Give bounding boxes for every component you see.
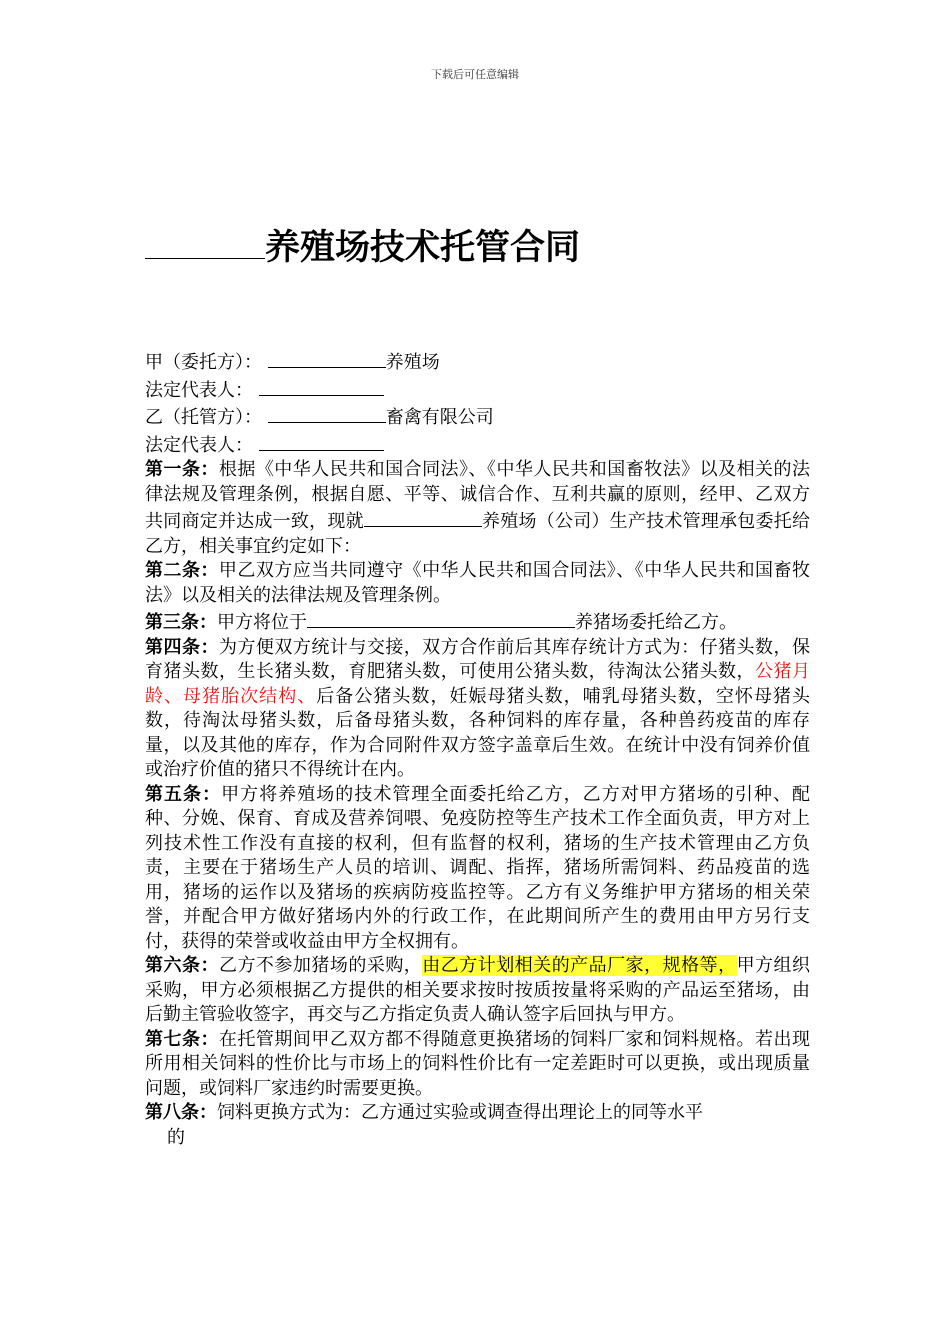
party-b-suffix: 畜禽有限公司	[385, 407, 494, 428]
clause-text: 养猪场委托给乙方。	[575, 612, 737, 633]
clause-text: 甲乙双方应当共同遵守《中华人民共和国合同法》、《中华人民共和国畜牧法》以及相关的法律法规及管理条例。	[145, 560, 810, 606]
party-a-suffix: 养殖场	[385, 352, 440, 373]
clause-3	[145, 608, 810, 636]
clause-6	[145, 954, 810, 1028]
clause-text: 甲方将养殖场的技术管理全面委托给乙方，乙方对甲方猪场的引种、配种、分娩、保育、育成及营养饲喂、免疫防控等生产技术工作全面负责，甲方对上列技术性工作没有直接的权利，但有监督的权利，猪场的生产技术管理由乙方负责，主要在于猪场生产人员的培训、调配、指挥，猪场所需饲料、药品疫苗的选用，猪场的运作以及猪场的疾病防疫监控等。乙方有义务维护甲方猪场的相关荣誉，并配合甲方做好猪场内外的行政工作，在此期间所产生的费用由甲方另行支付，获得的荣誉或收益由甲方全权拥有。	[145, 783, 811, 952]
clause-label: 第七条：	[145, 1028, 219, 1050]
party-b-blank	[268, 403, 386, 423]
clause-label: 第一条：	[145, 459, 219, 480]
clause-5	[145, 783, 810, 955]
legal-rep-label: 法定代表人：	[145, 434, 253, 456]
party-a-line	[145, 348, 810, 376]
clause-label: 第二条：	[145, 560, 219, 581]
yellow-highlight-text: 由乙方计划相关的产品厂家，规格等，	[422, 955, 737, 976]
clause-1	[145, 458, 810, 559]
clause-text: 根据《中华人民共和国合同法》、《中华人民共和国畜牧法》以及相关的法律法规及管理条例，根据自愿、平等、诚信合作、互利共赢的原则，经甲、乙双方共同商定并达成一致，现就	[145, 459, 810, 532]
contract-title	[145, 222, 580, 273]
clause-7	[145, 1028, 810, 1102]
clause-3-blank	[307, 608, 575, 628]
clause-2	[145, 559, 810, 608]
clause-1-blank	[364, 507, 482, 527]
contract-body	[145, 348, 810, 1150]
clause-text: 后备公猪头数，妊娠母猪头数，哺乳母猪头数，空怀母猪头数，待淘汰母猪头数，后备母猪头数，各种饲料的库存量，各种兽药疫苗的库存量，以及其他的库存，作为合同附件双方签字盖章后生效。在统计中没有饲养价值或治疗价值的猪只不得统计在内。	[145, 685, 810, 780]
title-text: 养殖场技术托管合同	[265, 228, 581, 268]
clause-text: 饲料更换方式为：乙方通过实验或调查得出理论上的同等水平	[217, 1102, 703, 1123]
party-a-blank	[268, 348, 386, 368]
clause-label: 第三条：	[145, 612, 217, 633]
clause-text: 为方便双方统计与交接，双方合作前后其库存统计方式为：仔猪头数，保育猪头数，生长猪头数，育肥猪头数，可使用公猪头数，待淘汰公猪头数，	[145, 636, 811, 682]
clause-text: 养殖场（公司）生产技术管理承包委托给乙方，相关事宜约定如下：	[145, 511, 811, 557]
clause-text: 甲方组织采购，甲方必须根据乙方提供的相关要求按时按质按量将采购的产品运至猪场，由后勤主管验收签字，再交与乙方指定负责人确认签字后回执与甲方。	[145, 955, 811, 1025]
clause-text: 的	[167, 1126, 185, 1148]
clause-text: 乙方不参加猪场的采购，	[218, 955, 423, 976]
title-blank-line	[145, 222, 265, 259]
party-b-rep-line	[145, 431, 810, 459]
legal-rep-label: 法定代表人：	[145, 379, 253, 401]
party-b-label: 乙（托管方）：	[145, 407, 262, 428]
clause-text: 在托管期间甲乙双方都不得随意更换猪场的饲料厂家和饲料规格。若出现所用相关饲料的性价比与市场上的饲料性价比有一定差距时可以更换，或出现质量问题，或饲料厂家违约时需要更换。	[145, 1028, 811, 1099]
clause-8	[145, 1101, 810, 1150]
clause-label: 第五条：	[145, 783, 222, 805]
party-a-label: 甲（委托方）：	[145, 352, 262, 373]
header-note: 下载后可任意编辑	[431, 68, 519, 81]
party-b-rep-blank	[259, 431, 384, 451]
clause-label: 第四条：	[145, 636, 219, 658]
party-a-rep-line	[145, 376, 810, 404]
red-highlight-text: 公猪月龄、母猪胎次结构、	[145, 661, 811, 707]
clause-4	[145, 636, 810, 783]
clause-text: 甲方将位于	[217, 612, 307, 633]
clause-label: 第八条：	[145, 1102, 217, 1123]
clause-label: 第六条：	[145, 955, 219, 976]
party-a-rep-blank	[259, 376, 384, 396]
party-b-line	[145, 403, 810, 431]
